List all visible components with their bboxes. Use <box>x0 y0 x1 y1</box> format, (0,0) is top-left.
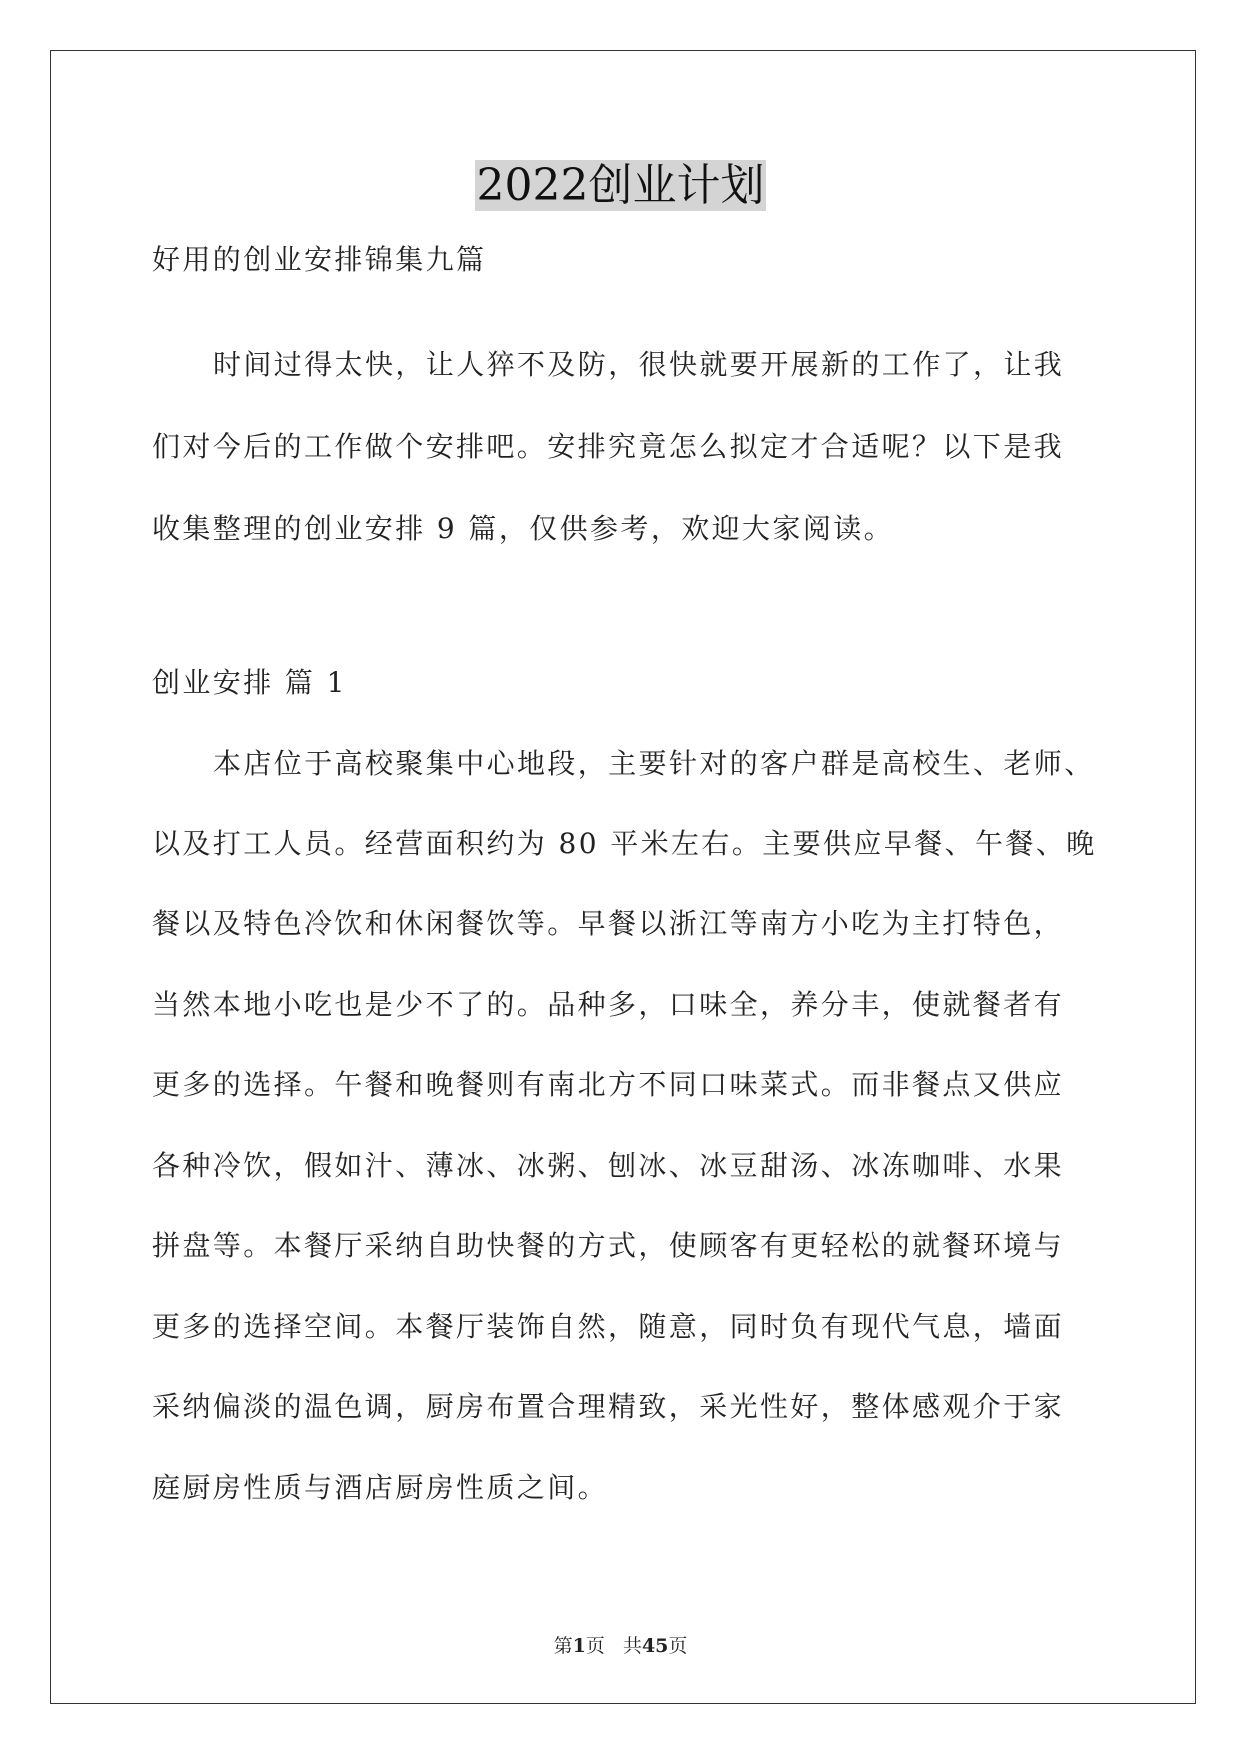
footer-total-pages: 45 <box>641 1635 669 1657</box>
body-line-2: 以及打工人员。经营面积约为 80 平米左右。主要供应早餐、午餐、晚 <box>152 827 1097 860</box>
footer-middle: 页 共 <box>585 1635 642 1657</box>
body-line-8: 更多的选择空间。本餐厅装饰自然，随意，同时负有现代气息，墙面 <box>152 1310 1065 1343</box>
body-line-6: 各种冷饮，假如汁、薄冰、冰粥、刨冰、冰豆甜汤、冰冻咖啡、水果 <box>152 1149 1065 1182</box>
body-line-7: 拼盘等。本餐厅采纳自助快餐的方式，使顾客有更轻松的就餐环境与 <box>152 1229 1065 1262</box>
body-line-9: 采纳偏淡的温色调，厨房布置合理精致，采光性好，整体感观介于家 <box>152 1390 1065 1423</box>
intro-line-1: 时间过得太快，让人猝不及防，很快就要开展新的工作了，让我 <box>213 348 1065 381</box>
intro-line-3: 收集整理的创业安排 9 篇，仅供参考，欢迎大家阅读。 <box>152 512 895 545</box>
body-line-4: 当然本地小吃也是少不了的。品种多，口味全，养分丰，使就餐者有 <box>152 988 1065 1021</box>
body-line-1: 本店位于高校聚集中心地段，主要针对的客户群是高校生、老师、 <box>213 747 1095 780</box>
document-subtitle: 好用的创业安排锦集九篇 <box>152 243 487 276</box>
body-line-10: 庭厨房性质与酒店厨房性质之间。 <box>152 1471 609 1504</box>
footer-current-page: 1 <box>572 1635 586 1657</box>
intro-line-2: 们对今后的工作做个安排吧。安排究竟怎么拟定才合适呢？以下是我 <box>152 430 1065 463</box>
footer-prefix: 第 <box>553 1635 573 1657</box>
section-heading: 创业安排 篇 1 <box>152 666 347 699</box>
body-line-3: 餐以及特色冷饮和休闲餐饮等。早餐以浙江等南方小吃为主打特色， <box>152 907 1065 940</box>
document-title <box>0 158 1241 214</box>
body-line-5: 更多的选择。午餐和晚餐则有南北方不同口味菜式。而非餐点又供应 <box>152 1068 1065 1101</box>
footer-suffix: 页 <box>668 1635 688 1657</box>
page-border <box>50 50 1196 1704</box>
page-footer <box>0 1634 1241 1658</box>
document-title-text: 2022创业计划 <box>476 160 765 211</box>
